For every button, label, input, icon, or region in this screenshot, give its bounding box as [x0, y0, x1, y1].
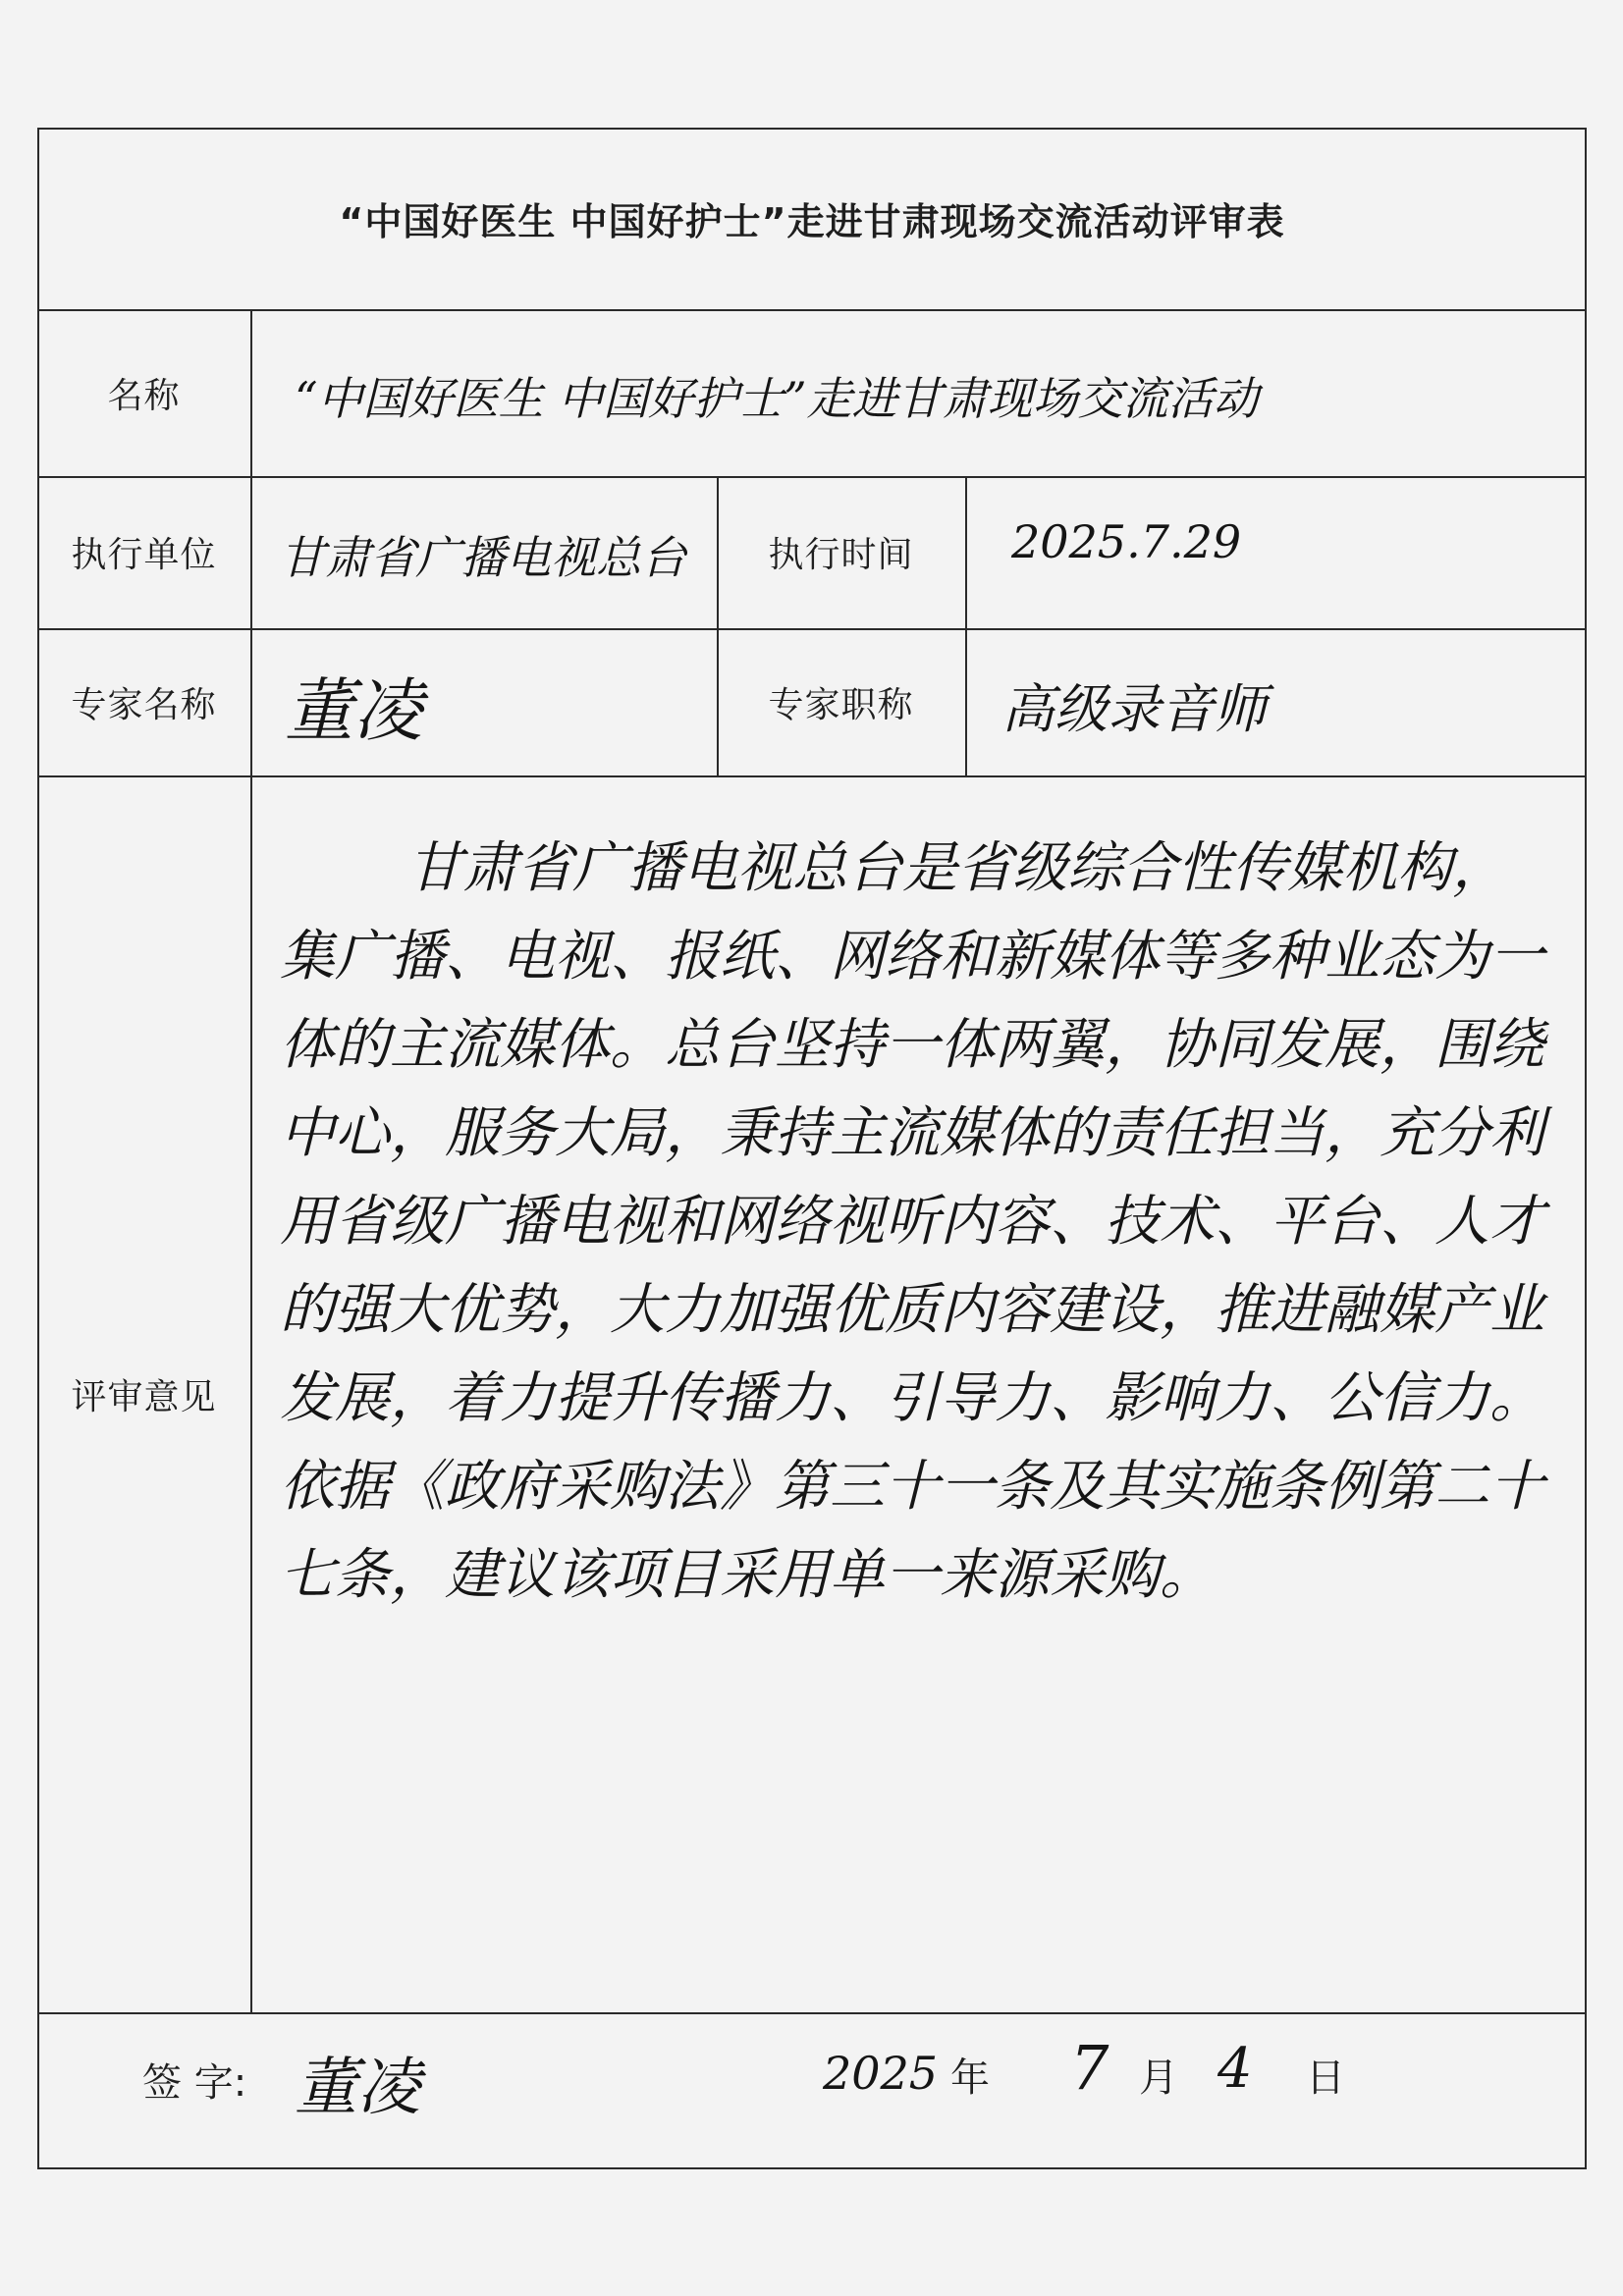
row-divider	[37, 309, 1587, 311]
column-divider	[250, 309, 252, 2012]
row-divider	[37, 2012, 1587, 2014]
column-divider	[965, 476, 967, 775]
sign-year-value: 2025	[823, 2047, 939, 2100]
expert-title-label: 专家职称	[768, 684, 914, 725]
time-label: 执行时间	[768, 535, 914, 575]
opinion-text: 甘肃省广播电视总台是省级综合性传媒机构，集广播、电视、报纸、网络和新媒体等多种业态为一体的主流媒体。总台坚持一体两翼，协同发展，围绕中心，服务大局，秉持主流媒体的责任担当，充分利用省级广播电视和网络视听内容、技术、平台、人才的强大优势，大力加强优质内容建设，推进融媒产业发展，着力提升传播力、引导力、影响力、公信力。依据《政府采购法》第三十一条及其实施条例第二十七条，建议该项目采用单一来源采购。	[280, 836, 1544, 1607]
expert-title-value: 高级录音师	[1001, 678, 1267, 740]
unit-value: 甘肃省广播电视总台	[280, 531, 686, 584]
day-label: 日	[1306, 2056, 1345, 2101]
expert-name-value: 董凌	[285, 670, 422, 751]
form-title: “中国好医生 中国好护士”走进甘肃现场交流活动评审表	[339, 200, 1285, 243]
time-value: 2025.7.29	[1011, 515, 1242, 568]
unit-label: 执行单位	[71, 535, 217, 575]
row-divider	[37, 775, 1587, 777]
expert-name-label: 专家名称	[71, 684, 217, 725]
name-value: “中国好医生 中国好护士”走进甘肃现场交流活动	[295, 372, 1259, 425]
year-label: 年	[950, 2056, 990, 2101]
sign-month-value: 7	[1070, 2032, 1109, 2104]
month-label: 月	[1139, 2056, 1178, 2101]
sign-day-value: 4	[1217, 2037, 1253, 2101]
signature-value: 董凌	[295, 2052, 420, 2124]
name-label: 名称	[107, 375, 181, 416]
opinion-label: 评审意见	[71, 1376, 217, 1417]
signature-label: 签 字:	[142, 2060, 247, 2106]
